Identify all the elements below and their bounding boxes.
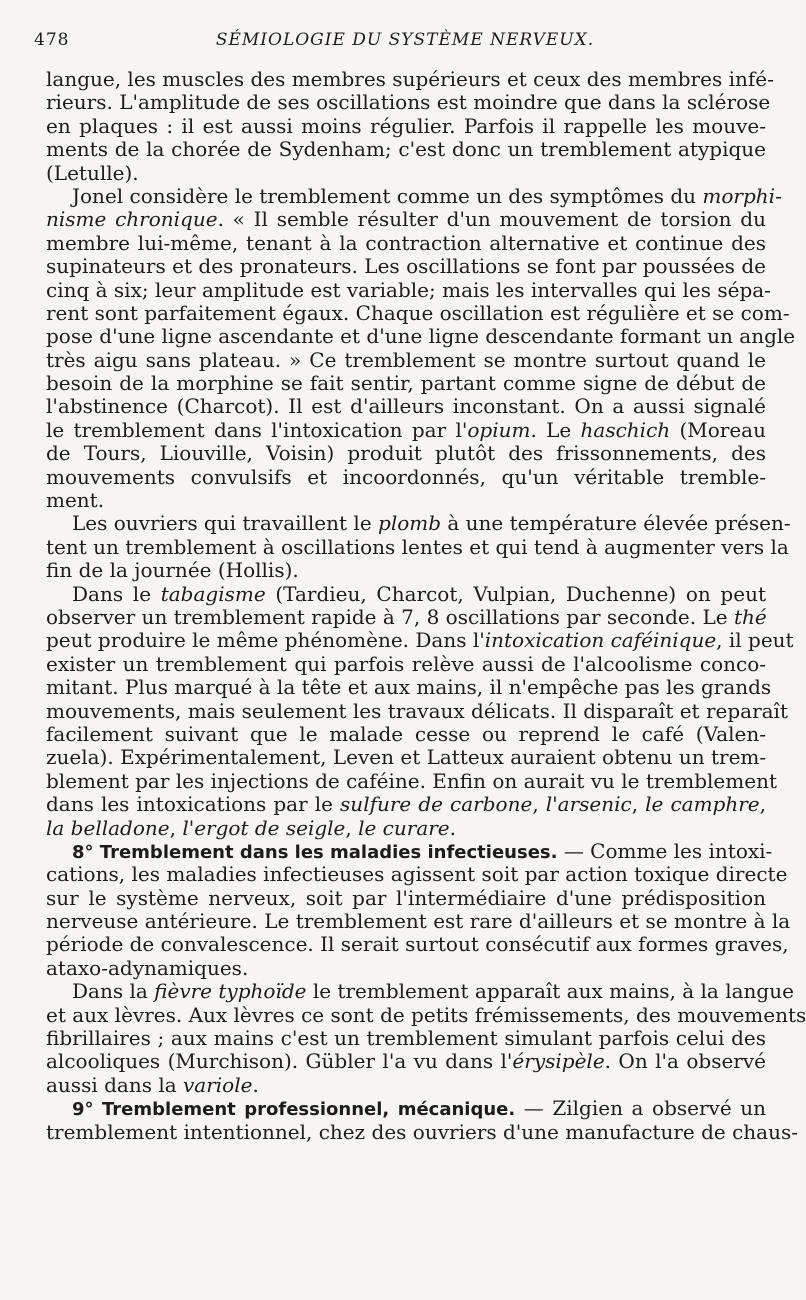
text-line: la belladone, l'ergot de seigle, le curare.: [46, 815, 457, 840]
text-line: l'abstinence (Charcot). Il est d'ailleurs inconstant. On a aussi signalé: [46, 394, 766, 419]
text-line: nisme chronique. « Il semble résulter d'un mouvement de torsion du: [46, 207, 766, 232]
text-line: rieurs. L'amplitude de ses oscillations est moindre que dans la sclérose: [46, 90, 771, 115]
text-line: besoin de la morphine se fait sentir, partant comme signe de début de: [46, 371, 766, 396]
text-line: supinateurs et des pronateurs. Les oscillations se font par poussées de: [46, 254, 766, 279]
text-line: Les ouvriers qui travaillent le plomb à une température élevée présen-: [72, 511, 791, 536]
text-line: très aigu sans plateau. » Ce tremblement se montre surtout quand le: [46, 347, 766, 372]
text-line: le tremblement dans l'intoxication par l'opium. Le haschich (Moreau: [46, 417, 766, 442]
text-line: mitant. Plus marqué à la tête et aux mains, il n'empêche pas les grands: [46, 675, 772, 700]
text-line: Dans le tabagisme (Tardieu, Charcot, Vulpian, Duchenne) on peut: [72, 581, 766, 606]
section-heading: 9° Tremblement professionnel, mécanique.: [72, 1099, 516, 1121]
section-heading-line: 9° Tremblement professionnel, mécanique. — Zilgien a observé un: [72, 1096, 766, 1121]
text-line: mouvements, mais seulement les travaux délicats. Il disparaît et reparaît: [46, 698, 788, 723]
text-line: dans les intoxications par le sulfure de carbone, l'arsenic, le camphre,: [46, 792, 766, 817]
body-text: [46, 67, 806, 1144]
text-line: Dans la fièvre typhoïde le tremblement apparaît aux mains, à la langue: [72, 979, 794, 1004]
text-line: zuela). Expérimentalement, Leven et Latteux auraient obtenu un trem-: [46, 745, 767, 770]
text-line: rent sont parfaitement égaux. Chaque oscillation est régulière et se com-: [46, 300, 790, 325]
section-heading-line: 8° Tremblement dans les maladies infectieuses. — Comme les intoxi-: [72, 838, 773, 863]
text-line: Jonel considère le tremblement comme un des symptômes du morphi-: [72, 183, 782, 208]
text-line: alcooliques (Murchison). Gübler l'a vu dans l'érysipèle. On l'a observé: [46, 1049, 766, 1074]
text-line: nerveuse antérieure. Le tremblement est rare d'ailleurs et se montre à la: [46, 909, 791, 934]
text-line: blement par les injections de caféine. Enfin on aurait vu le tremblement: [46, 768, 777, 793]
running-title: SÉMIOLOGIE DU SYSTÈME NERVEUX.: [215, 30, 595, 50]
text-line: membre lui-même, tenant à la contraction alternative et continue des: [46, 230, 766, 255]
text-line: tremblement intentionnel, chez des ouvriers d'une manufacture de chaus-: [46, 1119, 799, 1144]
page-number: 478: [34, 30, 70, 50]
text-line: observer un tremblement rapide à 7, 8 oscillations par seconde. Le thé: [46, 604, 767, 629]
text-line: sur le système nerveux, soit par l'intermédiaire d'une prédisposition: [46, 885, 766, 910]
section-heading: 8° Tremblement dans les maladies infectieuses.: [72, 841, 558, 863]
page-header: [34, 30, 776, 60]
text-line: fin de la journée (Hollis).: [46, 558, 299, 583]
text-line: de Tours, Liouville, Voisin) produit plutôt des frissonnements, des: [46, 441, 766, 466]
text-line: mouvements convulsifs et incoordonnés, qu'un véritable tremble-: [46, 464, 766, 489]
text-line: exister un tremblement qui parfois relève aussi de l'alcoolisme conco-: [46, 651, 766, 676]
text-line: en plaques : il est aussi moins régulier. Parfois il rappelle les mouve-: [46, 113, 766, 138]
text-line: ment.: [46, 488, 105, 513]
text-line: période de convalescence. Il serait surtout consécutif aux formes graves,: [46, 932, 789, 957]
text-line: tent un tremblement à oscillations lentes et qui tend à augmenter vers la: [46, 534, 789, 559]
text-line: langue, les muscles des membres supérieurs et ceux des membres infé-: [46, 67, 774, 91]
text-line: et aux lèvres. Aux lèvres ce sont de petits frémissements, des mouvements: [46, 1002, 806, 1027]
text-line: peut produire le même phénomène. Dans l'intoxication caféinique, il peut: [46, 628, 794, 653]
text-line: fibrillaires ; aux mains c'est un tremblement simulant parfois celui des: [46, 1026, 766, 1051]
text-line: cinq à six; leur amplitude est variable; mais les intervalles qui les sépa-: [46, 277, 771, 302]
text-line: aussi dans la variole.: [46, 1072, 259, 1097]
text-line: ataxo-adynamiques.: [46, 955, 249, 980]
text-line: ments de la chorée de Sydenham; c'est donc un tremblement atypique: [46, 137, 766, 162]
text-line: cations, les maladies infectieuses agissent soit par action toxique directe: [46, 862, 788, 887]
text-line: pose d'une ligne ascendante et d'une ligne descendante formant un angle: [46, 324, 796, 349]
text-line: (Letulle).: [46, 160, 139, 185]
text-line: facilement suivant que le malade cesse ou reprend le café (Valen-: [46, 721, 766, 746]
